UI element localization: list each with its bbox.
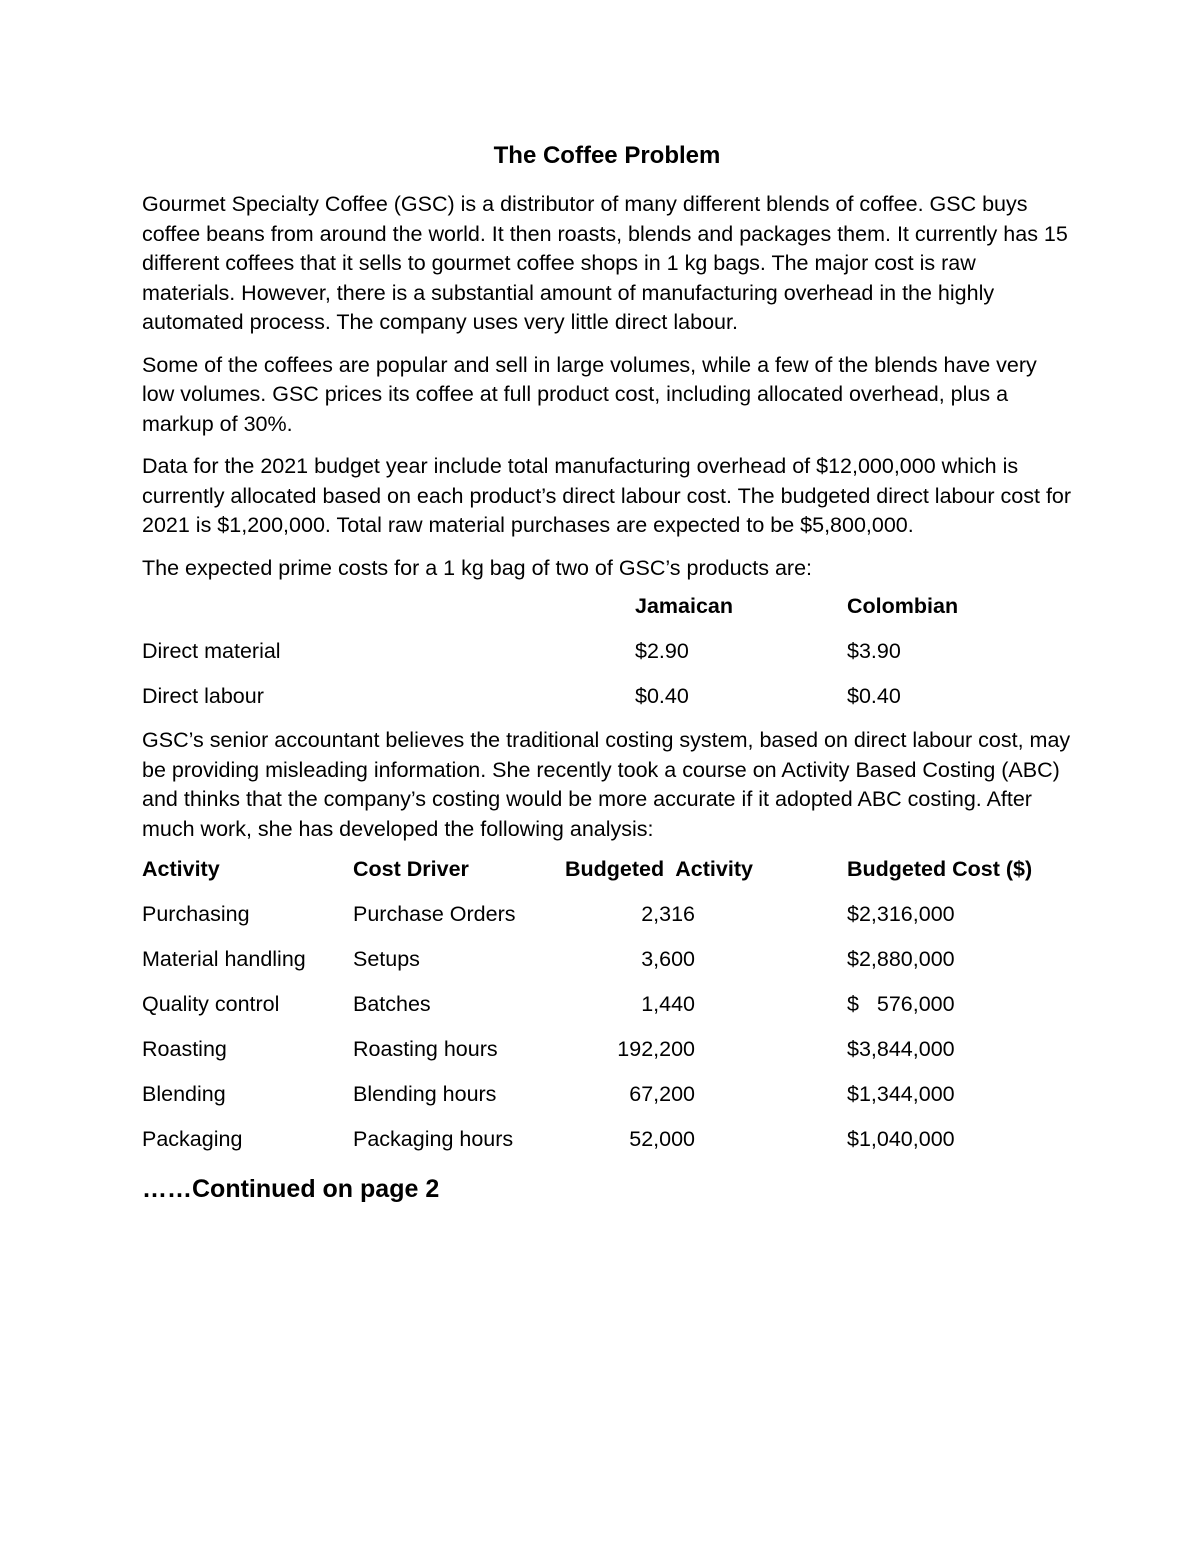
row-label: Direct labour xyxy=(142,684,264,708)
jamaican-value: $2.90 xyxy=(635,639,689,663)
table-row xyxy=(142,681,1072,726)
document-page xyxy=(142,140,1072,1205)
cost-driver: Batches xyxy=(353,992,431,1016)
budgeted-activity-value: 1,440 xyxy=(641,992,695,1016)
jamaican-value: $0.40 xyxy=(635,684,689,708)
activity-name: Roasting xyxy=(142,1037,227,1061)
budgeted-activity-value: 52,000 xyxy=(629,1127,695,1151)
prime-costs-table xyxy=(142,591,1072,726)
header-cost-driver: Cost Driver xyxy=(353,857,469,881)
table-row xyxy=(142,636,1072,681)
activity-name: Packaging xyxy=(142,1127,243,1151)
activity-name: Blending xyxy=(142,1082,226,1106)
activity-table xyxy=(142,854,1072,1169)
budgeted-activity-value: 67,200 xyxy=(629,1082,695,1106)
budgeted-cost-value: $2,316,000 xyxy=(847,902,955,926)
table-row xyxy=(142,1079,1072,1124)
activity-name: Purchasing xyxy=(142,902,250,926)
paragraph-budget-data: Data for the 2021 budget year include total manufacturing overhead of $12,000,000 which is currently allocated based on each product’s direct labour cost. The budgeted direct labour cost for 2021 is $1,200,000. Total raw material purchases are expected to be $5,800,000. xyxy=(142,454,1072,537)
prime-costs-header-row xyxy=(142,591,1072,636)
header-colombian: Colombian xyxy=(847,594,959,618)
colombian-value: $3.90 xyxy=(847,639,901,663)
budgeted-activity-value: 3,600 xyxy=(641,947,695,971)
table-row xyxy=(142,1034,1072,1079)
header-budgeted-activity: Budgeted Activity xyxy=(565,857,753,881)
cost-driver: Setups xyxy=(353,947,420,971)
header-activity: Activity xyxy=(142,857,220,881)
cost-driver: Packaging hours xyxy=(353,1127,514,1151)
activity-name: Quality control xyxy=(142,992,280,1016)
document-title: The Coffee Problem xyxy=(493,142,721,169)
row-label: Direct material xyxy=(142,639,281,663)
activity-name: Material handling xyxy=(142,947,306,971)
budgeted-cost-value: $3,844,000 xyxy=(847,1037,955,1061)
table-row xyxy=(142,1124,1072,1169)
paragraph-abc-intro: GSC’s senior accountant believes the traditional costing system, based on direct labour cost, may be providing misleading information. She recently took a course on Activity Based Costing (ABC) and thinks that the company’s costing would be more accurate if it adopted ABC costing. After much work, she has developed the following analysis: xyxy=(142,728,1071,841)
budgeted-cost-value: $ 576,000 xyxy=(847,992,955,1016)
budgeted-cost-value: $2,880,000 xyxy=(847,947,955,971)
paragraph-intro: Gourmet Specialty Coffee (GSC) is a distributor of many different blends of coffee. GSC buys coffee beans from around the world. It then roasts, blends and packages them. It currently has 15 different coffees that it sells to gourmet coffee shops in 1 kg bags. The major cost is raw materials. However, there is a substantial amount of manufacturing overhead in the highly automated process. The company uses very little direct labour. xyxy=(142,192,1068,334)
paragraph-volumes: Some of the coffees are popular and sell in large volumes, while a few of the blends have very low volumes. GSC prices its coffee at full product cost, including allocated overhead, plus a markup of 30%. xyxy=(142,352,1037,436)
table-row xyxy=(142,989,1072,1034)
header-jamaican: Jamaican xyxy=(635,594,734,618)
activity-header-row xyxy=(142,854,1072,899)
table-row xyxy=(142,944,1072,989)
budgeted-cost-value: $1,344,000 xyxy=(847,1082,955,1106)
cost-driver: Roasting hours xyxy=(353,1037,498,1061)
colombian-value: $0.40 xyxy=(847,684,901,708)
cost-driver: Purchase Orders xyxy=(353,902,516,926)
paragraph-prime-costs-intro: The expected prime costs for a 1 kg bag of two of GSC’s products are: xyxy=(142,555,813,580)
budgeted-activity-value: 2,316 xyxy=(641,902,695,926)
continued-note: ……Continued on page 2 xyxy=(142,1175,440,1203)
table-row xyxy=(142,899,1072,944)
budgeted-activity-value: 192,200 xyxy=(617,1037,695,1061)
budgeted-cost-value: $1,040,000 xyxy=(847,1127,955,1151)
cost-driver: Blending hours xyxy=(353,1082,497,1106)
header-budgeted-cost: Budgeted Cost ($) xyxy=(847,857,1033,881)
